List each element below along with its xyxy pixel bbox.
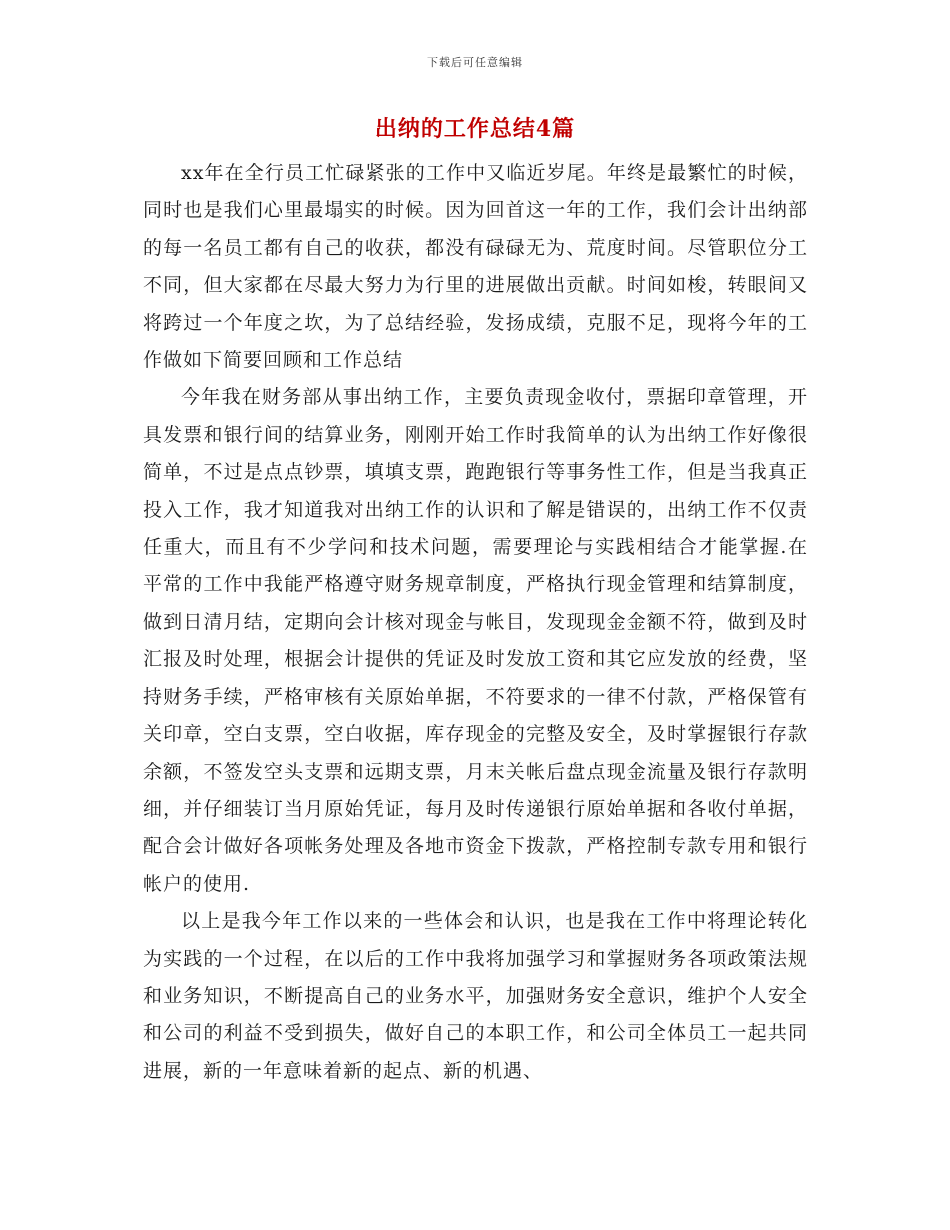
document-body [143,155,808,1090]
document-title: 出纳的工作总结4篇 [374,116,576,142]
paragraph-2: 今年我在财务部从事出纳工作，主要负责现金收付，票据印章管理，开具发票和银行间的结算业务，刚刚开始工作时我简单的认为出纳工作好像很简单，不过是点点钞票，填填支票，跑跑银行等事务性工作，但是当我真正投入工作，我才知道我对出纳工作的认识和了解是错误的，出纳工作不仅责任重大，而且有不少学问和技术问题，需要理论与实践相结合才能掌握.在平常的工作中我能严格遵守财务规章制度，严格执行现金管理和结算制度，做到日清月结，定期向会计核对现金与帐目，发现现金金额不符，做到及时汇报及时处理，根据会计提供的凭证及时发放工资和其它应发放的经费，坚持财务手续，严格审核有关原始单据，不符要求的一律不付款，严格保管有关印章，空白支票，空白收据，库存现金的完整及安全，及时掌握银行存款余额，不签发空头支票和远期支票，月末关帐后盘点现金流量及银行存款明细，并仔细装订当月原始凭证，每月及时传递银行原始单据和各收付单据，配合会计做好各项帐务处理及各地市资金下拨款，严格控制专款专用和银行帐户的使用. [143,386,808,895]
paragraph-1: xx年在全行员工忙碌紧张的工作中又临近岁尾。年终是最繁忙的时候，同时也是我们心里最塌实的时候。因为回首这一年的工作，我们会计出纳部的每一名员工都有自己的收获，都没有碌碌无为、荒度时间。尽管职位分工不同，但大家都在尽最大努力为行里的进展做出贡献。时间如梭，转眼间又将跨过一个年度之坎，为了总结经验，发扬成绩，克服不足，现将今年的工作做如下简要回顾和工作总结 [143,162,808,372]
header-note: 下载后可任意编辑 [427,56,523,69]
paragraph-3: 以上是我今年工作以来的一些体会和认识，也是我在工作中将理论转化为实践的一个过程，在以后的工作中我将加强学习和掌握财务各项政策法规和业务知识，不断提高自己的业务水平，加强财务安全意识，维护个人安全和公司的利益不受到损失，做好自己的本职工作，和公司全体员工一起共同进展，新的一年意味着新的起点、新的机遇、 [143,910,808,1082]
